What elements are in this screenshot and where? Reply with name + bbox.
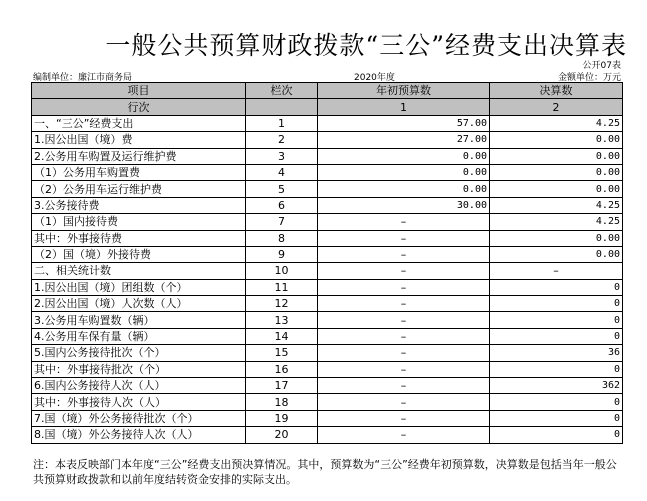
row-budget: – — [318, 378, 490, 394]
table-row — [32, 279, 623, 295]
row-budget: – — [318, 328, 490, 344]
row-number: 4 — [246, 164, 318, 180]
row-budget: – — [318, 296, 490, 312]
table-row — [32, 148, 623, 164]
table-row — [32, 230, 623, 246]
table-row — [32, 181, 623, 197]
row-number: 15 — [246, 345, 318, 361]
row-number: 5 — [246, 181, 318, 197]
table-row — [32, 427, 623, 443]
row-budget: – — [318, 427, 490, 443]
row-item-name: （2）国（境）外接待费 — [32, 246, 246, 262]
row-budget: – — [318, 410, 490, 426]
row-budget: – — [318, 345, 490, 361]
unit-label: 编制单位：廉江市商务局 — [33, 73, 133, 83]
row-number: 2 — [246, 132, 318, 148]
table-row — [32, 361, 623, 377]
row-item-name: （2）公务用车运行维护费 — [32, 181, 246, 197]
header-final: 决算数 — [490, 83, 623, 99]
table-row — [32, 115, 623, 131]
row-final: 0 — [490, 279, 623, 295]
amount-unit-label: 金额单位：万元 — [557, 73, 621, 83]
row-item-name: （1）国内接待费 — [32, 214, 246, 230]
row-item-name: 8.国（境）外公务接待人次（人） — [32, 427, 246, 443]
table-row — [32, 214, 623, 230]
row-final: 0.00 — [490, 230, 623, 246]
row-item-name: 2.因公出国（境）人次数（人） — [32, 296, 246, 312]
row-final: 4.25 — [490, 115, 623, 131]
row-budget: 0.00 — [318, 181, 490, 197]
row-final: 0.00 — [490, 164, 623, 180]
row-number: 13 — [246, 312, 318, 328]
table-row — [32, 197, 623, 213]
row-number: 10 — [246, 263, 318, 279]
row-final: 0 — [490, 328, 623, 344]
table-row — [32, 263, 623, 279]
table-row — [32, 164, 623, 180]
row-final: 0 — [490, 427, 623, 443]
row-budget: – — [318, 279, 490, 295]
year-label: 2020年度 — [354, 73, 395, 83]
row-budget: 27.00 — [318, 132, 490, 148]
row-final: 0 — [490, 296, 623, 312]
row-final: 0 — [490, 410, 623, 426]
row-budget: – — [318, 312, 490, 328]
row-budget: 30.00 — [318, 197, 490, 213]
table-row — [32, 394, 623, 410]
row-number: 17 — [246, 378, 318, 394]
order-row — [32, 99, 623, 115]
row-item-name: 其中：外事接待费 — [32, 230, 246, 246]
row-item-name: 其中：外事接待批次（个） — [32, 361, 246, 377]
row-final: 0.00 — [490, 148, 623, 164]
row-final: 0.00 — [490, 132, 623, 148]
row-budget: – — [318, 361, 490, 377]
row-number: 6 — [246, 197, 318, 213]
row-final: 0 — [490, 361, 623, 377]
row-budget: 57.00 — [318, 115, 490, 131]
row-budget: 0.00 — [318, 164, 490, 180]
order-budget: 1 — [318, 99, 490, 115]
row-item-name: 4.公务用车保有量（辆） — [32, 328, 246, 344]
table-row — [32, 132, 623, 148]
row-number: 18 — [246, 394, 318, 410]
row-number: 19 — [246, 410, 318, 426]
row-item-name: 7.国（境）外公务接待批次（个） — [32, 410, 246, 426]
table-row — [32, 312, 623, 328]
row-item-name: 6.国内公务接待人次（人） — [32, 378, 246, 394]
row-budget: – — [318, 214, 490, 230]
expenditure-table — [31, 82, 623, 444]
row-final: 0.00 — [490, 246, 623, 262]
order-final: 2 — [490, 99, 623, 115]
page-title: 一般公共预算财政拨款“三公”经费支出决算表 — [105, 31, 627, 60]
footnote: 注：本表反映部门本年度“三公”经费支出预决算情况。其中，预算数为“三公”经费年初预算数，决算数是包括当年一般公共预算财政拨款和以前年度结转资金安排的实际支出。 — [33, 458, 617, 486]
row-budget: – — [318, 246, 490, 262]
row-item-name: 5.国内公务接待批次（个） — [32, 345, 246, 361]
row-item-name: 1.因公出国（境）费 — [32, 132, 246, 148]
row-final: 36 — [490, 345, 623, 361]
row-final: 362 — [490, 378, 623, 394]
row-item-name: 其中：外事接待人次（人） — [32, 394, 246, 410]
row-item-name: 一、“三公”经费支出 — [32, 115, 246, 131]
table-row — [32, 296, 623, 312]
row-number: 3 — [246, 148, 318, 164]
form-number: 公开07表 — [582, 61, 621, 71]
row-budget: – — [318, 394, 490, 410]
row-item-name: 2.公务用车购置及运行维护费 — [32, 148, 246, 164]
row-number: 9 — [246, 246, 318, 262]
row-number: 7 — [246, 214, 318, 230]
header-row — [32, 83, 623, 99]
row-final: 4.25 — [490, 197, 623, 213]
row-final: 4.25 — [490, 214, 623, 230]
order-blank — [246, 99, 318, 115]
row-item-name: 1.因公出国（境）团组数（个） — [32, 279, 246, 295]
row-item-name: （1）公务用车购置费 — [32, 164, 246, 180]
row-number: 14 — [246, 328, 318, 344]
row-number: 16 — [246, 361, 318, 377]
row-budget: – — [318, 230, 490, 246]
row-number: 20 — [246, 427, 318, 443]
row-number: 8 — [246, 230, 318, 246]
row-number: 12 — [246, 296, 318, 312]
row-final: 0 — [490, 394, 623, 410]
row-final: – — [490, 263, 623, 279]
table-row — [32, 378, 623, 394]
row-budget: – — [318, 263, 490, 279]
row-number: 11 — [246, 279, 318, 295]
row-final: 0.00 — [490, 181, 623, 197]
header-row-no: 栏次 — [246, 83, 318, 99]
table-row — [32, 246, 623, 262]
row-number: 1 — [246, 115, 318, 131]
row-item-name: 3.公务用车购置数（辆） — [32, 312, 246, 328]
table-row — [32, 328, 623, 344]
row-item-name: 3.公务接待费 — [32, 197, 246, 213]
row-item-name: 二、相关统计数 — [32, 263, 246, 279]
row-final: 0 — [490, 312, 623, 328]
header-item: 项目 — [32, 83, 246, 99]
table-row — [32, 410, 623, 426]
table-row — [32, 345, 623, 361]
header-budget: 年初预算数 — [318, 83, 490, 99]
row-budget: 0.00 — [318, 148, 490, 164]
order-label: 行次 — [32, 99, 246, 115]
